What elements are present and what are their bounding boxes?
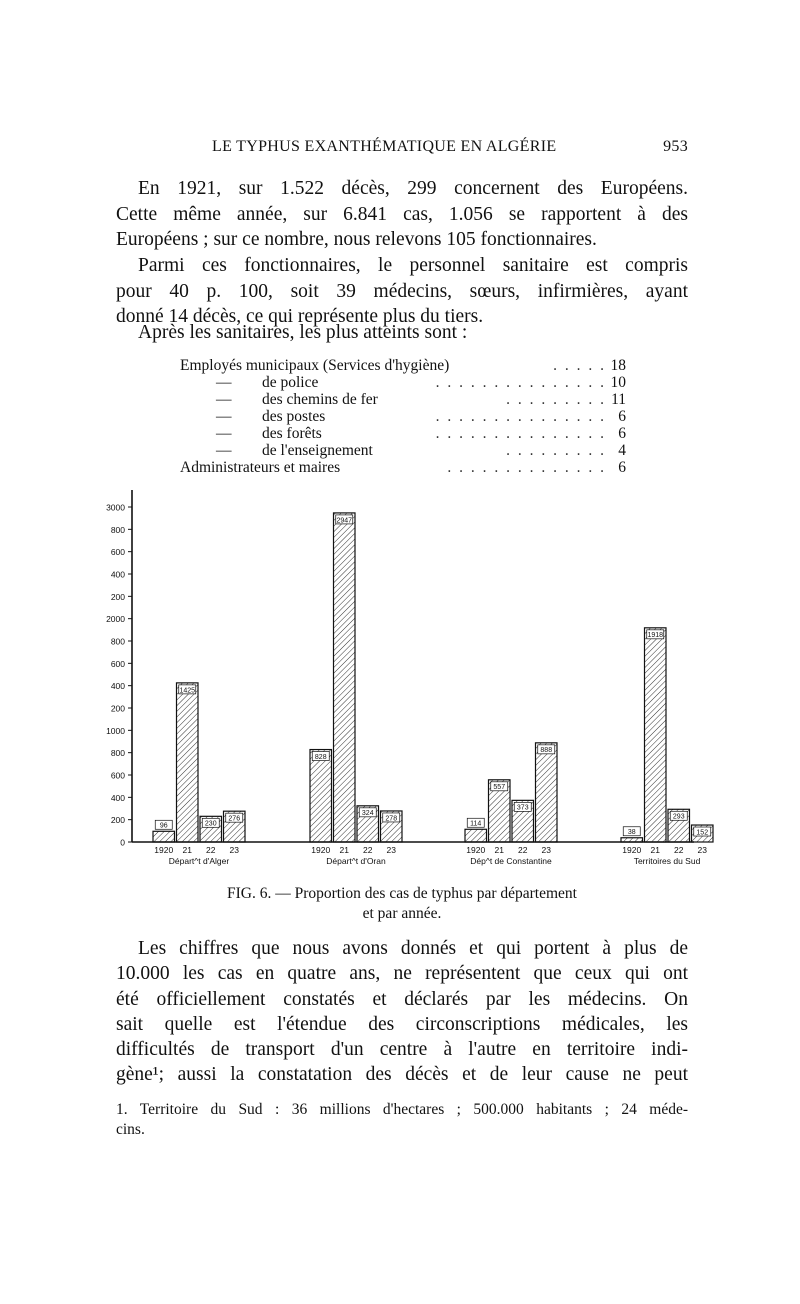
list-item: . . . . . . . . . . . . . . Administrateurs et maires 6 [180,459,626,476]
text-line: En 1921, sur 1.522 décès, 299 concernent des Européens. [138,178,688,199]
text-line: donné 14 décès, ce qui représente plus du tiers. [116,306,484,327]
text-line: été officiellement constatés et déclarés par les médecins. On [116,988,688,1010]
bar [153,831,175,842]
list-item: . . . . . . . . . . . . . . . — des postes 6 [216,408,626,425]
text-line: difficultés de transport d'un centre à l'autre en territoire indi- [116,1039,688,1061]
bar [465,829,487,842]
y-tick-label: 200 [110,591,125,602]
list-item-label: des chemins de fer [262,391,378,408]
list-item-value: 10 [610,374,626,391]
x-tick-label: 1920 [311,845,331,855]
x-tick-label: 21 [650,845,660,855]
text-line: Européens ; sur ce nombre, nous relevons 105 fonctionnaires. [116,229,597,250]
list-item-label: Administrateurs et maires [180,459,341,476]
list-item-dash: — [216,425,232,442]
x-tick-label: 22 [206,845,216,855]
y-tick-label: 800 [110,748,125,759]
y-tick-label: 600 [110,770,125,781]
y-tick-label: 0 [120,837,125,848]
text-line: gène¹; aussi la constatation des décès et de leur cause ne peut [116,1064,688,1086]
x-tick-label: 21 [339,845,349,855]
group-label: Dép^t de Constantine [470,856,552,866]
list-item-dash: — [216,374,232,391]
list-item-label: Employés municipaux (Services d'hygiène) [180,357,450,374]
list-item: . . . . . Employés municipaux (Services d'hygiène) 18 [180,357,626,374]
y-tick-label: 200 [110,815,125,826]
bar-value-label: 278 [385,815,398,823]
y-tick-label: 800 [110,524,125,535]
text-line: Parmi ces fonctionnaires, le personnel sanitaire est compris [138,255,688,276]
text-line: Après les sanitaires, les plus atteints sont : [138,322,468,343]
x-tick-label: 23 [386,845,396,855]
text-line: sait quelle est l'étendue des circonscriptions médicales, les [116,1013,688,1035]
x-tick-label: 22 [674,845,684,855]
bar-value-label: 1425 [179,687,196,695]
bar-value-label: 888 [540,747,553,755]
list-item-value: 11 [611,391,626,408]
bar [310,750,332,842]
page-number: 953 [663,138,688,155]
group-label: Départ^t d'Oran [326,856,386,866]
bar-value-label: 373 [516,804,529,812]
footnote-line: 1. Territoire du Sud : 36 millions d'hectares ; 500.000 habitants ; 24 méde- [116,1101,688,1118]
list-item-label: des forêts [262,425,322,442]
list-item-value: 6 [618,408,626,425]
group-label: Territoires du Sud [633,856,701,866]
list-item-dash: — [216,442,232,459]
bar [177,683,199,842]
list-item-value: 6 [618,425,626,442]
y-tick-label: 400 [110,792,125,803]
y-tick-label: 200 [110,703,125,714]
bar-value-label: 2947 [336,517,353,525]
figure-caption [116,884,688,924]
bar-value-label: 1918 [647,632,664,640]
occupation-list [180,357,626,476]
x-tick-label: 1920 [154,845,174,855]
caption-line: et par année. [362,905,442,922]
y-tick-label: 1000 [106,725,125,736]
x-tick-label: 23 [541,845,551,855]
bar-value-label: 38 [627,829,636,837]
chart-plot-area [106,490,713,866]
footnote-line: cins. [116,1121,145,1138]
bar-value-label: 276 [228,815,241,823]
running-title: LE TYPHUS EXANTHÉMATIQUE EN ALGÉRIE [212,138,557,155]
list-item-label: de l'enseignement [262,442,373,459]
list-item-value: 18 [610,357,626,374]
y-tick-label: 3000 [106,502,125,513]
group-label: Départ^t d'Alger [168,856,230,866]
list-item-label: des postes [262,408,326,425]
x-tick-label: 23 [229,845,239,855]
x-tick-label: 22 [363,845,373,855]
bar [621,838,643,842]
bar-value-label: 152 [696,829,709,837]
bar-value-label: 828 [314,753,327,761]
list-item: . . . . . . . . . . . . . . . — de police 10 [216,374,626,391]
x-tick-label: 23 [697,845,707,855]
bar-value-label: 557 [493,784,506,792]
bar-value-label: 96 [159,822,168,830]
list-item-dash: — [216,391,232,408]
x-tick-label: 21 [494,845,504,855]
list-item: . . . . . . . . . — de l'enseignement 4 [216,442,626,459]
bar [645,628,667,842]
x-tick-label: 1920 [622,845,642,855]
x-tick-label: 1920 [466,845,486,855]
running-header [108,138,688,162]
list-item: . . . . . . . . . . . . . . . — des forêts 6 [216,425,626,442]
bar-value-label: 230 [204,820,217,828]
bar-value-label: 324 [361,810,374,818]
x-tick-label: 21 [182,845,192,855]
bar-value-label: 114 [470,820,482,828]
list-item-dash: — [216,408,232,425]
list-item-value: 6 [618,459,626,476]
bar [334,513,356,842]
y-tick-label: 400 [110,569,125,580]
text-line: Cette même année, sur 6.841 cas, 1.056 se rapportent à des [116,203,688,225]
y-tick-label: 600 [110,658,125,669]
caption-line: FIG. 6. — Proportion des cas de typhus par département [227,885,577,902]
text-line: 10.000 les cas en quatre ans, ne représentent que ceux qui ont [116,963,688,985]
text-line: pour 40 p. 100, soit 39 médecins, sœurs, infirmières, ayant [116,280,688,302]
paragraph-2 [116,253,688,330]
paragraph-3 [116,320,688,346]
y-tick-label: 600 [110,547,125,558]
bar [536,743,558,842]
y-tick-label: 800 [110,636,125,647]
bar-chart [98,490,709,874]
list-item-value: 4 [618,442,626,459]
list-item: . . . . . . . . . — des chemins de fer 11 [216,391,626,408]
paragraph-1 [116,176,688,253]
bar-value-label: 293 [672,813,685,821]
y-tick-label: 400 [110,681,125,692]
paragraph-4 [116,936,688,1088]
x-tick-label: 22 [518,845,528,855]
footnote [116,1100,688,1140]
y-tick-label: 2000 [106,614,125,625]
list-item-label: de police [262,374,319,391]
text-line: Les chiffres que nous avons donnés et qui portent à plus de [138,938,688,959]
